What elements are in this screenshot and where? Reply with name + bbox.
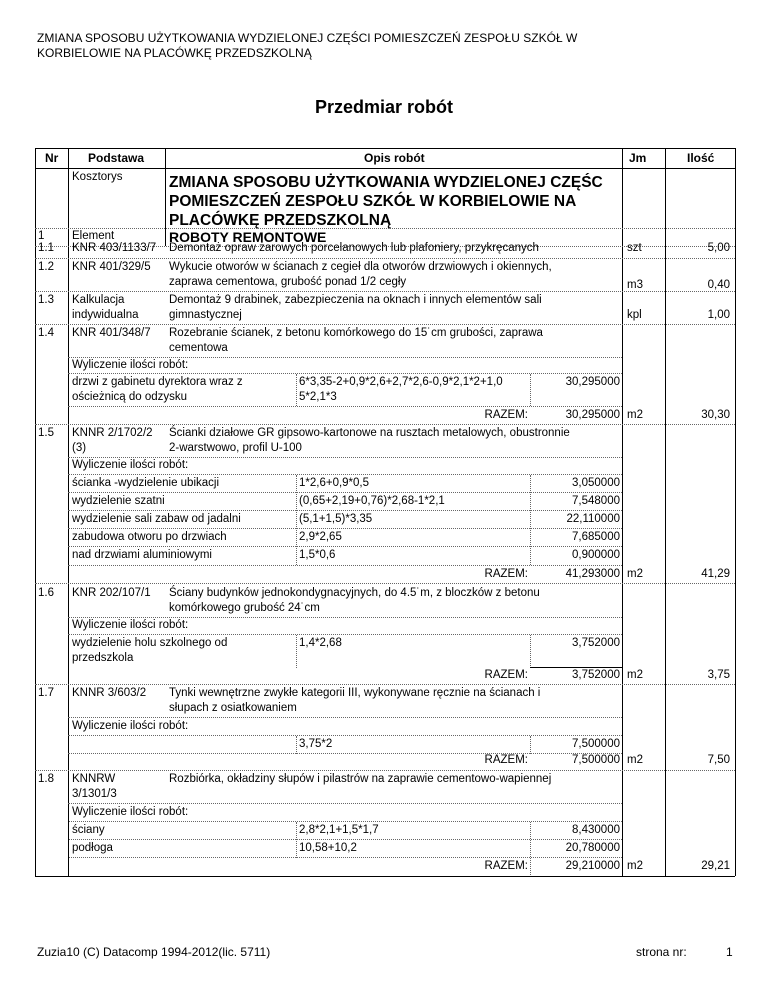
calc-label: Wyliczenie ilości robót:: [72, 720, 189, 732]
element-label: Element: [72, 230, 115, 242]
col-header-nr: Nr: [45, 151, 59, 165]
col-header-opis: Opis robót: [364, 151, 425, 165]
row-divider: [68, 406, 622, 407]
row-divider: [35, 424, 735, 425]
row-divider: [68, 474, 622, 475]
kosztorys-title: [169, 173, 621, 230]
item-podstawa-line-1: Kalkulacja: [72, 294, 125, 306]
row-divider: [68, 839, 622, 840]
calc-desc-line-2: przedszkola: [72, 652, 134, 664]
item-podstawa: KNR 403/1133/7: [72, 242, 157, 254]
item-ilosc: 30,30: [701, 409, 730, 421]
item-opis-line-1: Demontaż 9 drabinek, zabezpieczenia na oknach i innych elementów sali: [169, 294, 542, 306]
header-bottom-border: [35, 168, 735, 169]
row-divider: [68, 753, 622, 754]
item-nr: 1.8: [38, 773, 54, 785]
item-jm: kpl: [627, 309, 642, 321]
calc-divider: [530, 475, 531, 565]
item-ilosc: 3,75: [707, 669, 730, 681]
item-podstawa: KNR 401/329/5: [72, 261, 151, 273]
calc-desc: zabudowa otworu po drzwiach: [72, 531, 227, 543]
item-opis-line-1: Rozebranie ścianek, z betonu komórkowego do 15˙cm grubości, zaprawa: [169, 327, 543, 339]
item-jm: m2: [627, 669, 643, 681]
row-divider: [68, 492, 622, 493]
calc-divider: [296, 635, 297, 668]
razem-label: RAZEM:: [484, 754, 528, 766]
item-podstawa: KNR 401/348/7: [72, 327, 151, 339]
item-opis-line-1: Tynki wewnętrzne zwykłe kategorii III, wykonywane ręcznie na ścianach i: [169, 687, 541, 699]
calc-desc: nad drzwiami aluminiowymi: [72, 549, 212, 561]
item-opis-line-1: Ścianki działowe GR gipsowo-kartonowe na rusztach metalowych, obustronnie: [169, 427, 570, 439]
col-divider-podstawa: [165, 148, 166, 246]
row-divider: [68, 821, 622, 822]
item-opis-line-1: Wykucie otworów w ścianach z cegieł dla otworów drzwiowych i okiennych,: [169, 261, 552, 273]
item-nr: 1.2: [38, 261, 54, 273]
calc-desc: wydzielenie sali zabaw od jadalni: [72, 513, 241, 525]
item-ilosc: 7,50: [707, 754, 730, 766]
item-podstawa-line-1: KNNRW: [72, 773, 116, 785]
calc-formula: 1,4*2,68: [299, 637, 342, 649]
razem-value: 41,293000: [565, 568, 620, 580]
calc-divider: [296, 475, 297, 565]
calc-divider: [530, 822, 531, 875]
item-ilosc: 41,29: [701, 568, 730, 580]
item-nr: 1.1: [38, 242, 54, 254]
item-opis-line-2: 2-warstwowo, profil U-100: [169, 442, 302, 454]
footer-page-number: 1: [726, 945, 733, 959]
item-opis-line-2: zaprawa cementowa, grubość ponad 1/2 cegły: [169, 276, 407, 288]
header-line-2: KORBIELOWIE NA PLACÓWKĘ PRZEDSZKOLNĄ: [37, 46, 312, 60]
calc-label: Wyliczenie ilości robót:: [72, 619, 189, 631]
item-ilosc: 29,21: [701, 860, 730, 872]
calc-desc-line-1: wydzielenie holu szkolnego od: [72, 637, 228, 649]
row-divider: [68, 510, 622, 511]
row-divider: [35, 770, 735, 771]
row-divider: [35, 684, 735, 685]
calc-value: 7,548000: [572, 495, 620, 507]
row-divider: [68, 717, 622, 718]
item-ilosc: 0,40: [707, 279, 730, 291]
calc-value: 3,752000: [572, 637, 620, 649]
item-opis: Demontaż opraw żarowych porcelanowych lub plafoniery, przykręcanych: [169, 242, 539, 254]
razem-label: RAZEM:: [484, 860, 528, 872]
header-line-1: ZMIANA SPOSOBU UŻYTKOWANIA WYDZIELONEJ CZĘŚCI POMIESZCZEŃ ZESPOŁU SZKÓŁ W: [37, 31, 578, 45]
calc-divider: [530, 374, 531, 406]
calc-desc-line-1: drzwi z gabinetu dyrektora wraz z: [72, 376, 243, 388]
item-podstawa-line-1: KNNR 2/1702/2: [72, 427, 153, 439]
footer-page-label: strona nr:: [636, 945, 687, 959]
razem-value: 3,752000: [572, 669, 620, 681]
calc-label: Wyliczenie ilości robót:: [72, 806, 189, 818]
item-opis: Rozbiórka, okładziny słupów i pilastrów na zaprawie cementowo-wapiennej: [169, 773, 552, 785]
razem-value: 29,210000: [565, 860, 620, 872]
calc-desc: podłoga: [72, 842, 113, 854]
razem-label: RAZEM:: [484, 409, 528, 421]
item-nr: 1.7: [38, 687, 54, 699]
row-divider: [68, 634, 622, 635]
item-nr: 1.5: [38, 427, 54, 439]
item-podstawa-line-2: (3): [72, 442, 87, 454]
element-title: ROBOTY REMONTOWE: [169, 229, 327, 245]
item-opis-line-2: cementowa: [169, 342, 228, 354]
calc-divider: [296, 736, 297, 754]
table-right-border: [735, 804, 736, 876]
item-opis-line-2: komórkowego grubość 24˙cm: [169, 602, 320, 614]
item-nr: 1.4: [38, 327, 54, 339]
item-jm: m2: [627, 409, 643, 421]
item-opis-line-1: Ściany budynków jednokondygnacyjnych, do 4.5˙m, z bloczków z betonu: [169, 587, 540, 599]
item-opis-line-2: słupach z osiatkowaniem: [169, 702, 297, 714]
razem-value: 30,295000: [565, 409, 620, 421]
calc-desc: ściany: [72, 824, 105, 836]
item-jm: szt: [627, 242, 642, 254]
calc-formula: (5,1+1,5)*3,35: [299, 513, 373, 525]
calc-formula-line-2: 5*2,1*3: [299, 391, 337, 403]
calc-value: 0,900000: [572, 549, 620, 561]
element-nr: 1: [38, 230, 45, 242]
row-divider: [35, 291, 735, 292]
calc-divider: [530, 736, 531, 754]
item-podstawa: KNR 202/107/1: [72, 587, 151, 599]
item-podstawa: KNNR 3/603/2: [72, 687, 147, 699]
item-jm: m2: [627, 568, 643, 580]
table-right-border: [735, 148, 736, 804]
calc-value: 7,500000: [572, 738, 620, 750]
row-divider: [68, 735, 622, 736]
calc-formula: 2,9*2,65: [299, 531, 342, 543]
table-bottom-border: [35, 876, 735, 877]
item-opis-line-2: gimnastycznej: [169, 309, 242, 321]
row-divider: [68, 803, 622, 804]
calc-formula: 1*2,6+0,9*0,5: [299, 477, 370, 489]
calc-value: 7,685000: [572, 531, 620, 543]
row-divider: [35, 258, 735, 259]
row-divider: [68, 373, 622, 374]
calc-formula: 2,8*2,1+1,5*1,7: [299, 824, 379, 836]
kosztorys-title-line-2: POMIESZCZEŃ ZESPOŁU SZKÓŁ W KORBIELOWIE NA: [169, 193, 577, 210]
razem-label: RAZEM:: [484, 669, 528, 681]
item-ilosc: 1,00: [707, 309, 730, 321]
row-divider: [68, 857, 622, 858]
item-nr: 1.6: [38, 587, 54, 599]
col-header-jm: Jm: [629, 151, 647, 165]
row-divider: [68, 546, 622, 547]
calc-formula: 3,75*2: [299, 738, 333, 750]
calc-divider: [530, 635, 531, 668]
calc-divider: [296, 822, 297, 858]
col-divider-opis: [622, 804, 623, 876]
calc-desc: ścianka -wydzielenie ubikacji: [72, 477, 220, 489]
col-header-podstawa: Podstawa: [88, 151, 145, 165]
col-divider-jm: [665, 804, 666, 876]
footer-software: Zuzia10 (C) Datacomp 1994-2012(lic. 5711): [37, 945, 271, 959]
calc-desc-line-2: ościeżnicą do odzysku: [72, 391, 188, 403]
col-divider-nr: [68, 804, 69, 876]
item-podstawa-line-2: 3/1301/3: [72, 788, 117, 800]
item-podstawa-line-2: indywidualna: [72, 309, 139, 321]
calc-value: 20,780000: [565, 842, 620, 854]
calc-label: Wyliczenie ilości robót:: [72, 359, 189, 371]
calc-formula: 1,5*0,6: [299, 549, 336, 561]
item-nr: 1.3: [38, 294, 54, 306]
calc-value: 3,050000: [572, 477, 620, 489]
calc-desc: wydzielenie szatni: [72, 495, 165, 507]
calc-value: 8,430000: [572, 824, 620, 836]
item-jm: m2: [627, 754, 643, 766]
calc-formula: 10,58+10,2: [299, 842, 357, 854]
calc-formula-line-1: 6*3,35-2+0,9*2,6+2,7*2,6-0,9*2,1*2+1,0: [299, 376, 503, 388]
razem-value: 7,500000: [572, 754, 620, 766]
row-divider: [35, 583, 735, 584]
kosztorys-title-line-1: ZMIANA SPOSOBU UŻYTKOWANIA WYDZIELONEJ CZĘŚC: [169, 174, 603, 191]
row-divider: [35, 228, 735, 229]
document-header: [37, 31, 637, 61]
calc-value: 30,295000: [565, 376, 620, 388]
item-jm: m3: [627, 279, 643, 291]
col-header-ilosc: Ilość: [687, 151, 715, 165]
row-divider: [68, 565, 622, 566]
table-top-border: [35, 148, 735, 149]
calc-formula: (0,65+2,19+0,76)*2,68-1*2,1: [299, 495, 445, 507]
calc-label: Wyliczenie ilości robót:: [72, 459, 189, 471]
calc-divider: [296, 374, 297, 406]
item-ilosc: 5,00: [707, 242, 730, 254]
kosztorys-label: Kosztorys: [72, 171, 123, 183]
calc-value: 22,110000: [566, 513, 620, 525]
item-jm: m2: [627, 860, 643, 872]
row-divider: [35, 324, 735, 325]
row-divider: [68, 528, 622, 529]
page-title: Przedmiar robót: [314, 97, 454, 117]
table-left-border: [35, 804, 36, 876]
kosztorys-title-line-3: PLACÓWKĘ PRZEDSZKOLNĄ: [169, 212, 392, 229]
razem-label: RAZEM:: [484, 568, 528, 580]
